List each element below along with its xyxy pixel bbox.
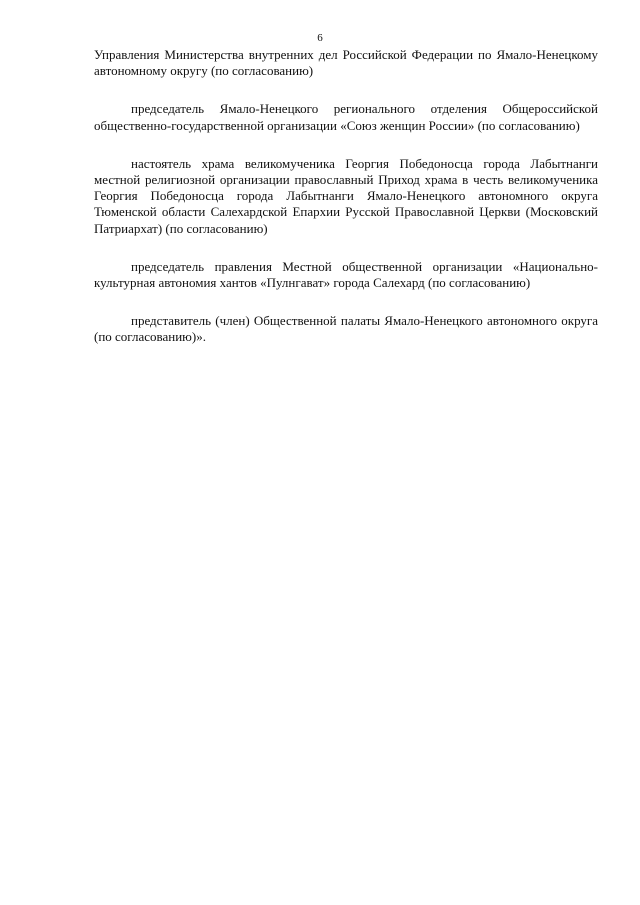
- paragraph-continuation: Управления Министерства внутренних дел Российской Федерации по Ямало-Ненецкому автономному округу (по согласованию): [94, 47, 598, 79]
- paragraph-khanty-autonomy-chair: председатель правления Местной общественной организации «Национально-культурная автономия хантов «Пулнгават» города Салехард (по согласованию): [94, 258, 598, 291]
- paragraph-chair-women-union: председатель Ямало-Ненецкого регионального отделения Общероссийской общественно-государственной организации «Союз женщин России» (по согласованию): [94, 101, 598, 133]
- paragraph-church-rector: настоятель храма великомученика Георгия Победоносца города Лабытнанги местной религиозной организации православный Приход храма в честь великомученика Георгия Победоносца города Лабытнанги Ямало-Ненецкого автономного округа Тюменской области Салехардской Епархии Русской Православной Церкви (Московский Патриархат) (по согласованию): [94, 155, 598, 236]
- page-number: 6: [317, 32, 323, 44]
- paragraph-public-chamber-member: представитель (член) Общественной палаты Ямало-Ненецкого автономного округа (по согласованию)».: [94, 313, 598, 345]
- document-body: [94, 47, 598, 346]
